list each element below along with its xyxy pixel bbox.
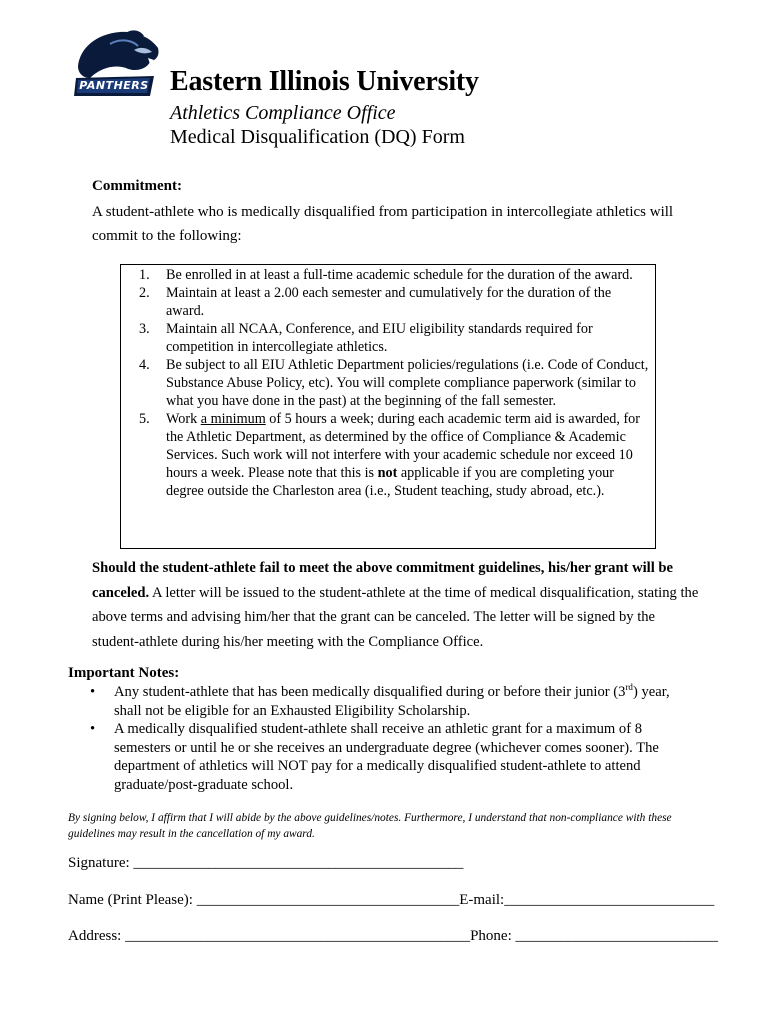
note-text-pre: Any student-athlete that has been medically disqualified during or before their junior (3 [114, 684, 626, 700]
university-name: Eastern Illinois University [170, 66, 479, 97]
item-text-post: applicable if you are completing your degree outside the Charleston area (i.e., Student teaching, study abroad, etc.). [166, 465, 614, 499]
item-text: Be enrolled in at least a full-time academic schedule for the duration of the award. [166, 267, 633, 283]
commitment-list [139, 266, 649, 500]
office-name: Athletics Compliance Office [170, 102, 396, 124]
commitment-item-4 [139, 356, 649, 410]
commitment-heading: Commitment: [92, 178, 182, 194]
item-text-mid: of 5 hours a week; during each academic term aid is awarded, for the Athletic Department, as determined by the office of Compliance & Academic Services. Such work will not interfere with your academic schedule nor exceed 10 hours a week. Please note that this is [166, 411, 640, 481]
item-number: 5. [139, 411, 150, 427]
panthers-logo [70, 26, 162, 98]
commitment-item-3 [139, 320, 649, 356]
name-email-field[interactable]: Name (Print Please): ___________________________________E-mail:____________________________ [68, 892, 715, 908]
bullet-icon: • [90, 684, 96, 700]
item-number: 2. [139, 285, 150, 301]
item-text: Be subject to all EIU Athletic Department policies/regulations (i.e. Code of Conduct, Substance Abuse Policy, etc). You will complete compliance paperwork (similar to what you have done in the past) at the beginning of the fall semester. [166, 357, 649, 409]
commitment-item-5 [139, 410, 649, 500]
signature-field[interactable]: Signature: ____________________________________________ [68, 855, 464, 871]
notes-heading: Important Notes: [68, 665, 180, 681]
note-text-post: ) year, shall not be eligible for an Exhausted Eligibility Scholarship. [114, 684, 670, 719]
address-phone-field[interactable]: Address: ______________________________________________Phone: ___________________________ [68, 928, 718, 944]
item-number: 4. [139, 357, 150, 373]
penalty-bold: Should the student-athlete fail to meet the above commitment guidelines, his/her grant will be canceled. [92, 560, 674, 601]
item-text-bold: not [377, 465, 398, 481]
logo-wordmark: PANTHERS [79, 79, 149, 92]
form-title: Medical Disqualification (DQ) Form [170, 126, 465, 148]
commitment-box [120, 264, 656, 549]
item-text-underlined: a minimum [200, 411, 266, 427]
item-text-pre: Work [166, 411, 201, 427]
item-number: 3. [139, 321, 150, 337]
note-item-2 [90, 720, 700, 794]
commitment-item-2 [139, 284, 649, 320]
note-text: A medically disqualified student-athlete shall receive an athletic grant for a maximum of 8 semesters or until he or she receives an undergraduate degree (whichever comes sooner). The department of athletics will NOT pay for a medically disqualified student-athlete to attend graduate/post-graduate school. [114, 721, 659, 793]
commitment-item-1 [139, 266, 649, 284]
notes-list [90, 683, 700, 794]
penalty-text: A letter will be issued to the student-athlete at the time of medical disqualification, stating the above terms and advising him/her that the grant can be canceled. The letter will be signed by the student-athlete during his/her meeting with the Compliance Office. [92, 584, 699, 650]
item-number: 1. [139, 267, 150, 283]
affirmation-text: By signing below, I affirm that I will abide by the above guidelines/notes. Furthermore, I understand that non-compliance with these guidelines may result in the cancellation of my award. [68, 812, 672, 840]
item-text: Maintain all NCAA, Conference, and EIU eligibility standards required for competition in intercollegiate athletics. [166, 321, 593, 355]
penalty-paragraph [92, 556, 702, 654]
item-text: Maintain at least a 2.00 each semester and cumulatively for the duration of the award. [166, 285, 612, 319]
commitment-intro: A student-athlete who is medically disqualified from participation in intercollegiate athletics will commit to the following: [92, 204, 674, 244]
note-item-1 [90, 683, 700, 720]
bullet-icon: • [90, 721, 96, 737]
note-superscript: rd [625, 682, 633, 692]
